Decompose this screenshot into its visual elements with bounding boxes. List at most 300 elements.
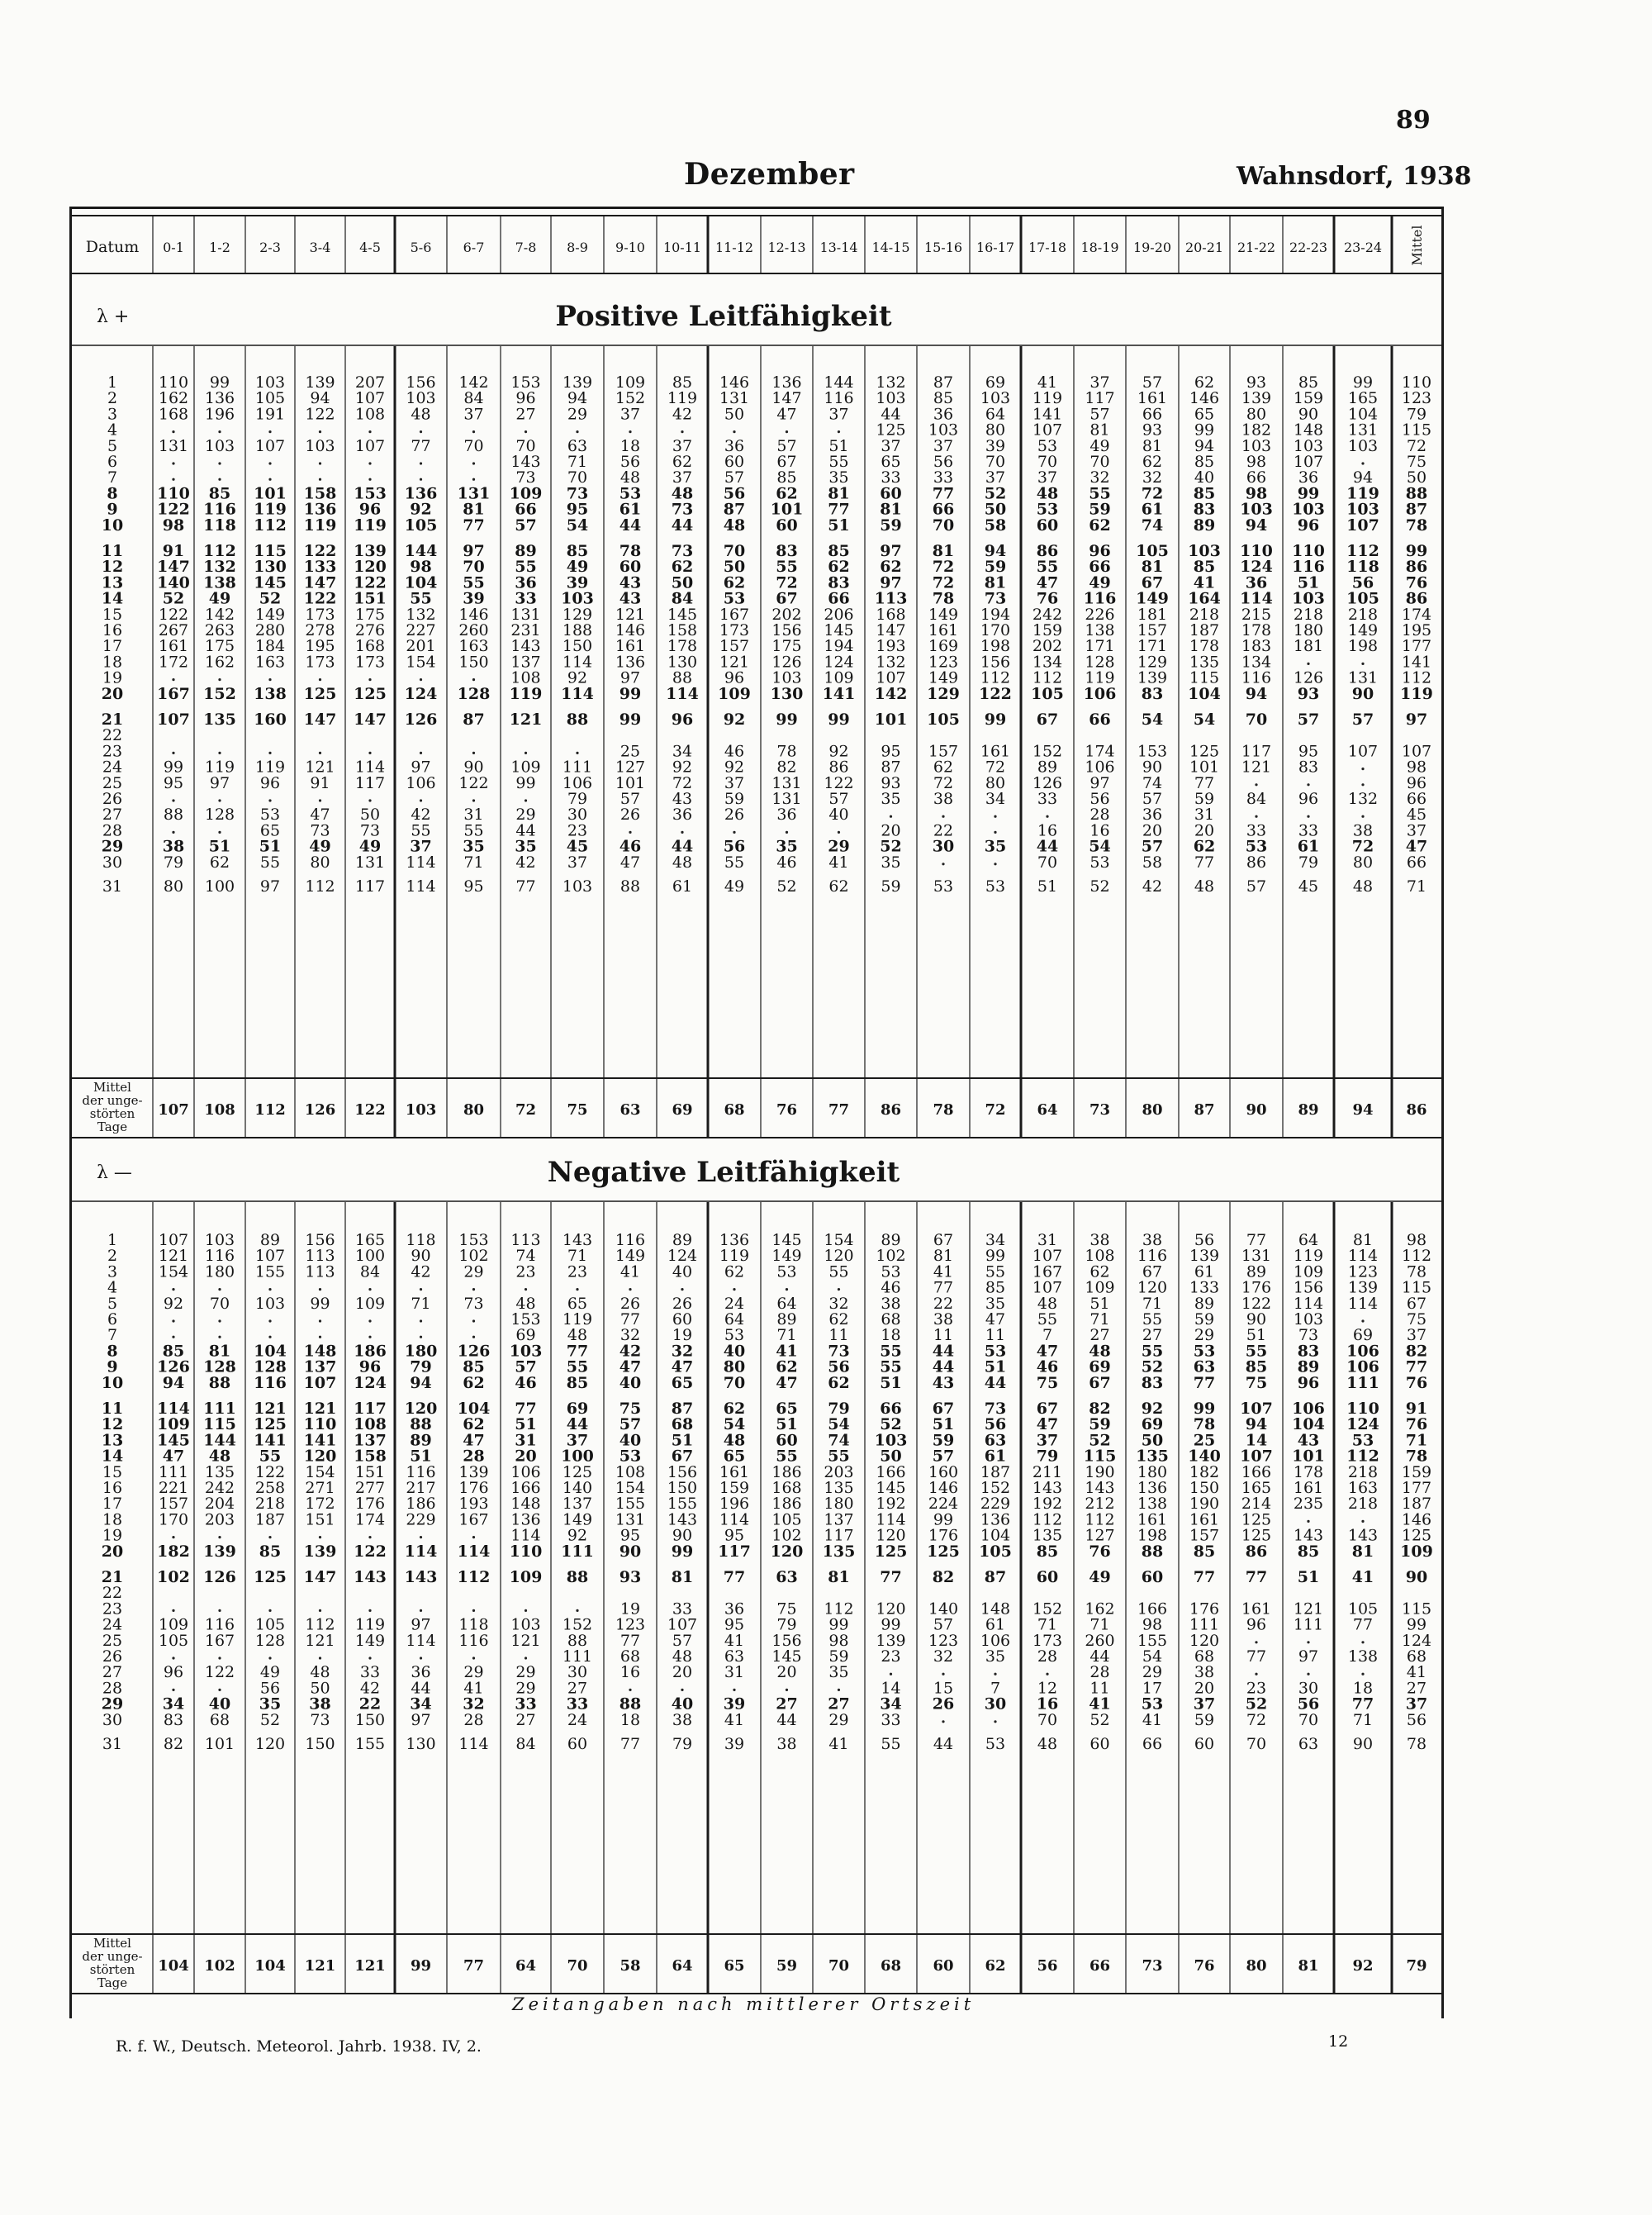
negative-cell: 99	[881, 1615, 901, 1634]
positive-missing-dot	[629, 831, 631, 834]
positive-cell: 163	[458, 637, 489, 656]
negative-cell: 122	[204, 1663, 235, 1682]
negative-cell: 121	[510, 1631, 541, 1650]
positive-mittel-value: 75	[567, 1101, 588, 1119]
negative-cell: 77	[1193, 1568, 1216, 1586]
negative-cell: 10	[101, 1373, 124, 1392]
negative-cell: 73	[463, 1294, 484, 1313]
negative-cell: 70	[209, 1294, 230, 1313]
positive-cell: 96	[515, 389, 536, 408]
negative-cell: 56	[984, 1415, 1007, 1434]
positive-cell: 169	[928, 637, 959, 656]
header-hour-16-17: 16-17	[976, 240, 1015, 255]
negative-cell: 93	[619, 1568, 642, 1586]
negative-cell: 94	[162, 1373, 185, 1392]
negative-cell: 75	[1036, 1373, 1059, 1392]
negative-cell: 3	[107, 1262, 118, 1281]
positive-cell: 72	[672, 773, 693, 792]
positive-missing-dot	[172, 752, 174, 754]
negative-cell: 16	[102, 1479, 123, 1497]
positive-missing-dot	[1361, 462, 1364, 464]
positive-cell: 72	[1351, 837, 1374, 856]
negative-cell: 204	[204, 1495, 235, 1514]
positive-title: Positive Leitfähigkeit	[555, 300, 892, 333]
negative-cell: 110	[303, 1415, 337, 1434]
negative-cell: 81	[1352, 1231, 1374, 1249]
negative-cell: 42	[619, 1342, 642, 1361]
positive-cell: 202	[1032, 637, 1063, 656]
negative-missing-dot	[472, 1288, 475, 1290]
positive-cell: 95	[463, 877, 484, 896]
positive-cell: 23	[102, 742, 123, 761]
positive-cell: 99	[515, 773, 536, 792]
positive-cell: 78	[932, 589, 955, 608]
positive-cell: 119	[254, 500, 287, 519]
positive-cell: 94	[1245, 684, 1268, 703]
positive-cell: 77	[1194, 773, 1215, 792]
negative-cell: 71	[1089, 1615, 1110, 1634]
negative-cell: 85	[1245, 1357, 1268, 1376]
negative-cell: 51	[671, 1431, 694, 1450]
header-hour-2-3: 2-3	[259, 240, 281, 255]
positive-cell: 122	[824, 773, 854, 792]
positive-cell: 57	[515, 516, 537, 535]
negative-cell: 100	[354, 1247, 386, 1266]
negative-cell: 163	[1347, 1479, 1379, 1497]
positive-cell: 25	[620, 742, 641, 761]
negative-cell: 69	[515, 1326, 536, 1345]
positive-cell: 96	[1297, 516, 1320, 535]
negative-cell: 82	[163, 1735, 184, 1753]
negative-missing-dot	[786, 1689, 788, 1691]
negative-missing-dot	[733, 1689, 735, 1691]
negative-cell: 49	[1089, 1568, 1111, 1586]
negative-cell: 57	[619, 1415, 642, 1434]
positive-cell: 144	[404, 542, 438, 560]
positive-cell: 96	[671, 711, 694, 729]
positive-cell: 157	[719, 637, 750, 656]
positive-cell: 51	[259, 837, 282, 856]
negative-cell: 57	[932, 1447, 955, 1466]
positive-mittel-value: 78	[933, 1101, 954, 1119]
negative-missing-dot	[420, 1288, 422, 1290]
positive-cell: 78	[776, 742, 797, 761]
negative-cell: 193	[458, 1495, 489, 1514]
positive-missing-dot	[1046, 815, 1048, 818]
positive-cell: 116	[824, 389, 854, 408]
positive-cell: 99	[984, 711, 1007, 729]
positive-cell: 94	[1245, 516, 1268, 535]
positive-cell: 37	[985, 468, 1006, 487]
positive-cell: 135	[203, 711, 236, 729]
negative-cell: 89	[672, 1231, 693, 1249]
negative-cell: 77	[723, 1568, 746, 1586]
positive-cell: 79	[163, 853, 184, 872]
positive-cell: 37	[410, 837, 432, 856]
negative-cell: 140	[928, 1599, 959, 1618]
negative-missing-dot	[733, 1288, 735, 1290]
negative-cell: 55	[1037, 1310, 1058, 1329]
positive-cell: 28	[1089, 806, 1110, 825]
positive-cell: 124	[404, 684, 438, 703]
positive-cell: 104	[404, 573, 438, 592]
header-datum: Datum	[85, 238, 140, 256]
negative-cell: 27	[1142, 1326, 1163, 1345]
positive-cell: 218	[1293, 605, 1324, 624]
positive-cell: 97	[411, 758, 431, 777]
positive-cell: 130	[770, 684, 804, 703]
negative-cell: 148	[510, 1495, 541, 1514]
positive-cell: 161	[615, 637, 646, 656]
positive-cell: 118	[203, 516, 236, 535]
negative-cell: 122	[1241, 1294, 1272, 1313]
positive-missing-dot	[420, 752, 422, 754]
positive-cell: 226	[1085, 605, 1115, 624]
positive-cell: 62	[828, 877, 849, 896]
positive-cell: 114	[354, 758, 386, 777]
negative-cell: 69	[566, 1400, 589, 1418]
positive-cell: 23	[567, 821, 588, 840]
negative-cell: 79	[776, 1615, 797, 1634]
positive-cell: 57	[1141, 837, 1164, 856]
positive-cell: 48	[1036, 484, 1059, 503]
negative-cell: 155	[254, 1262, 286, 1281]
negative-cell: 165	[354, 1231, 386, 1249]
positive-cell: 97	[880, 542, 902, 560]
negative-cell: 63	[984, 1431, 1007, 1450]
positive-cell: 41	[828, 853, 849, 872]
positive-cell: 84	[671, 589, 694, 608]
negative-cell: 111	[562, 1647, 593, 1666]
negative-cell: 38	[1142, 1231, 1163, 1249]
negative-cell: 85	[463, 1357, 485, 1376]
positive-cell: 146	[615, 621, 646, 639]
negative-cell: 108	[1085, 1247, 1115, 1266]
positive-cell: 2	[107, 389, 118, 408]
positive-cell: 131	[719, 389, 750, 408]
positive-cell: 49	[1089, 436, 1110, 455]
negative-cell: 96	[1246, 1615, 1267, 1634]
positive-cell: 89	[1037, 758, 1058, 777]
negative-cell: 88	[208, 1373, 231, 1392]
negative-cell: 176	[1189, 1599, 1220, 1618]
negative-cell: 60	[1194, 1735, 1215, 1753]
negative-cell: 161	[1189, 1510, 1220, 1529]
positive-cell: 105	[927, 711, 960, 729]
header-hour-9-10: 9-10	[615, 240, 645, 255]
positive-cell: 66	[828, 589, 850, 608]
positive-cell: 72	[1141, 484, 1164, 503]
positive-cell: 242	[1032, 605, 1063, 624]
negative-cell: 190	[1189, 1495, 1220, 1514]
positive-cell: 85	[566, 542, 589, 560]
positive-mittel-label-line: störten	[89, 1106, 135, 1121]
header-hour-8-9: 8-9	[567, 240, 588, 255]
negative-cell: 23	[1246, 1679, 1267, 1698]
positive-cell: 116	[1292, 558, 1325, 577]
negative-cell: 34	[985, 1231, 1006, 1249]
negative-missing-dot	[1307, 1520, 1309, 1523]
positive-cell: 37	[828, 405, 849, 424]
positive-cell: 122	[158, 605, 189, 624]
positive-cell: 139	[1241, 389, 1272, 408]
negative-cell: 33	[881, 1710, 901, 1729]
positive-cell: 54	[1141, 711, 1164, 729]
data-table-grid	[72, 209, 1441, 2018]
positive-cell: 182	[1241, 421, 1272, 440]
positive-mittel-value: 77	[828, 1101, 850, 1119]
positive-cell: 60	[724, 453, 745, 471]
positive-missing-dot	[629, 430, 631, 433]
positive-mittel-value: 107	[158, 1101, 189, 1119]
negative-cell: 24	[102, 1615, 123, 1634]
negative-cell: 23	[102, 1599, 123, 1618]
negative-cell: 125	[874, 1542, 908, 1561]
positive-cell: 110	[158, 373, 189, 392]
positive-missing-dot	[218, 799, 221, 801]
negative-cell: 89	[259, 1231, 281, 1249]
negative-cell: 113	[305, 1247, 335, 1266]
negative-cell: 54	[828, 1415, 850, 1434]
negative-cell: 56	[1194, 1231, 1215, 1249]
negative-missing-dot	[890, 1673, 892, 1676]
positive-cell: 144	[824, 373, 854, 392]
negative-cell: 35	[985, 1294, 1006, 1313]
positive-cell: 50	[984, 500, 1007, 519]
negative-cell: 41	[620, 1262, 641, 1281]
positive-mittel-value: 73	[1089, 1101, 1111, 1119]
positive-cell: 94	[984, 542, 1007, 560]
negative-cell: 192	[1032, 1495, 1063, 1514]
negative-cell: 187	[254, 1510, 286, 1529]
negative-cell: 62	[723, 1400, 746, 1418]
positive-cell: 153	[354, 484, 387, 503]
negative-cell: 157	[1189, 1526, 1220, 1545]
positive-cell: 70	[567, 468, 588, 487]
negative-missing-dot	[172, 1336, 174, 1338]
positive-cell: 103	[305, 436, 335, 455]
positive-cell: 42	[411, 806, 431, 825]
positive-cell: 53	[1037, 436, 1058, 455]
negative-cell: 26	[102, 1647, 123, 1666]
positive-cell: 48	[620, 468, 641, 487]
negative-missing-dot	[420, 1336, 422, 1338]
negative-cell: 117	[718, 1542, 751, 1561]
positive-cell: 35	[828, 468, 849, 487]
negative-cell: 37	[1406, 1326, 1427, 1345]
positive-cell: 35	[463, 837, 485, 856]
negative-cell: 176	[1241, 1278, 1272, 1297]
negative-cell: 46	[881, 1278, 901, 1297]
positive-cell: 70	[1037, 853, 1058, 872]
positive-cell: 147	[354, 711, 387, 729]
negative-cell: 106	[1292, 1400, 1325, 1418]
negative-cell: 144	[203, 1431, 236, 1450]
negative-cell: 19	[102, 1526, 123, 1545]
positive-cell: 161	[158, 637, 189, 656]
negative-mittel-value: 70	[567, 1957, 588, 1975]
positive-mittel-value: 89	[1298, 1101, 1319, 1119]
positive-cell: 139	[354, 542, 387, 560]
positive-cell: 156	[406, 373, 436, 392]
negative-cell: 180	[204, 1262, 235, 1281]
positive-cell: 104	[1347, 405, 1379, 424]
negative-cell: 106	[1346, 1357, 1379, 1376]
negative-cell: 52	[1089, 1431, 1111, 1450]
negative-cell: 75	[619, 1400, 642, 1418]
positive-mittel-value: 90	[1246, 1101, 1267, 1119]
positive-cell: 128	[204, 806, 235, 825]
negative-cell: 55	[1141, 1342, 1164, 1361]
negative-cell: 84	[515, 1735, 536, 1753]
positive-cell: 61	[1297, 837, 1320, 856]
negative-cell: 38	[933, 1310, 954, 1329]
positive-cell: 138	[254, 684, 287, 703]
negative-mittel-value: 102	[204, 1957, 235, 1975]
positive-cell: 108	[510, 668, 541, 687]
negative-cell: 149	[615, 1247, 646, 1266]
negative-cell: 62	[463, 1415, 485, 1434]
negative-cell: 23	[515, 1262, 536, 1281]
positive-cell: 128	[457, 684, 491, 703]
negative-cell: 229	[980, 1495, 1011, 1514]
positive-cell: 47	[1036, 573, 1059, 592]
negative-cell: 67	[1036, 1400, 1059, 1418]
negative-missing-dot	[172, 1689, 174, 1691]
positive-cell: 66	[1406, 790, 1427, 808]
positive-cell: 74	[1141, 516, 1164, 535]
negative-cell: 1	[107, 1231, 118, 1249]
positive-cell: 103	[562, 877, 593, 896]
negative-cell: 14	[1245, 1431, 1268, 1450]
negative-missing-dot	[368, 1288, 371, 1290]
negative-cell: 104	[457, 1400, 491, 1418]
negative-missing-dot	[172, 1609, 174, 1612]
negative-cell: 156	[667, 1462, 698, 1481]
positive-cell: 103	[1240, 500, 1273, 519]
positive-missing-dot	[1307, 783, 1309, 786]
negative-cell: 127	[1085, 1526, 1115, 1545]
negative-cell: 111	[1189, 1615, 1220, 1634]
negative-cell: 126	[157, 1357, 190, 1376]
negative-cell: 141	[254, 1431, 287, 1450]
positive-cell: 99	[1297, 484, 1320, 503]
negative-cell: 47	[671, 1357, 694, 1376]
positive-cell: 148	[1293, 421, 1324, 440]
positive-cell: 105	[254, 389, 286, 408]
positive-cell: 56	[723, 484, 746, 503]
positive-cell: 164	[1188, 589, 1221, 608]
negative-cell: 138	[1137, 1495, 1168, 1514]
negative-cell: 29	[1142, 1663, 1163, 1682]
positive-cell: 165	[1347, 389, 1379, 408]
negative-cell: 277	[354, 1479, 386, 1497]
positive-cell: 48	[672, 853, 693, 872]
positive-cell: 29	[101, 837, 124, 856]
negative-cell: 32	[620, 1326, 641, 1345]
positive-cell: 117	[1085, 389, 1115, 408]
positive-cell: 129	[927, 684, 960, 703]
positive-cell: 149	[928, 605, 959, 624]
negative-cell: 34	[880, 1695, 902, 1714]
negative-cell: 161	[1137, 1510, 1168, 1529]
negative-cell: 30	[102, 1710, 123, 1729]
negative-missing-dot	[472, 1609, 475, 1612]
negative-cell: 161	[1293, 1479, 1324, 1497]
positive-cell: 178	[1189, 637, 1220, 656]
positive-cell: 106	[1085, 758, 1115, 777]
month-heading: Dezember	[684, 157, 855, 192]
negative-cell: 123	[615, 1615, 646, 1634]
negative-cell: 48	[567, 1326, 588, 1345]
negative-cell: 260	[1085, 1631, 1115, 1650]
negative-cell: 29	[828, 1710, 849, 1729]
negative-cell: 79	[672, 1735, 693, 1753]
negative-cell: 87	[984, 1568, 1007, 1586]
negative-cell: 166	[1241, 1462, 1272, 1481]
negative-cell: 21	[101, 1568, 124, 1586]
negative-cell: 108	[615, 1462, 646, 1481]
positive-mittel-label-line: der unge-	[82, 1093, 143, 1108]
negative-cell: 176	[458, 1479, 489, 1497]
negative-missing-dot	[472, 1536, 475, 1538]
negative-cell: 120	[770, 1542, 804, 1561]
negative-cell: 136	[510, 1510, 541, 1529]
positive-cell: 112	[1346, 542, 1379, 560]
positive-cell: 117	[354, 773, 386, 792]
negative-cell: 66	[1142, 1735, 1163, 1753]
positive-cell: 263	[204, 621, 235, 639]
positive-cell: 207	[354, 373, 386, 392]
negative-cell: 30	[984, 1695, 1007, 1714]
positive-missing-dot	[1307, 815, 1309, 818]
positive-cell: 37	[1037, 468, 1058, 487]
negative-cell: 43	[1297, 1431, 1320, 1450]
negative-cell: 55	[880, 1357, 902, 1376]
positive-missing-dot	[472, 752, 475, 754]
negative-cell: 68	[209, 1710, 230, 1729]
negative-cell: 31	[102, 1735, 123, 1753]
positive-cell: 107	[876, 668, 906, 687]
positive-cell: 215	[1241, 605, 1272, 624]
positive-cell: 136	[404, 484, 438, 503]
negative-cell: 63	[1298, 1735, 1319, 1753]
positive-cell: 48	[723, 516, 746, 535]
negative-cell: 114	[457, 1542, 491, 1561]
positive-cell: 107	[1293, 453, 1324, 471]
positive-cell: 114	[562, 653, 593, 672]
positive-missing-dot	[1307, 663, 1309, 665]
negative-mittel-label-line: Mittel	[93, 1936, 131, 1951]
negative-cell: 109	[354, 1294, 386, 1313]
positive-cell: 114	[666, 684, 699, 703]
positive-cell: 85	[1194, 453, 1215, 471]
negative-cell: 85	[259, 1542, 282, 1561]
negative-cell: 15	[933, 1679, 954, 1698]
negative-cell: 38	[1089, 1231, 1110, 1249]
positive-cell: 90	[1298, 405, 1319, 424]
negative-cell: 80	[723, 1357, 746, 1376]
negative-missing-dot	[368, 1336, 371, 1338]
negative-cell: 112	[1346, 1447, 1379, 1466]
positive-cell: 24	[102, 758, 123, 777]
positive-cell: 87	[463, 711, 485, 729]
positive-cell: 26	[102, 790, 123, 808]
positive-cell: 125	[354, 684, 387, 703]
negative-cell: 41	[724, 1710, 745, 1729]
positive-cell: 276	[354, 621, 386, 639]
positive-cell: 54	[1193, 711, 1216, 729]
